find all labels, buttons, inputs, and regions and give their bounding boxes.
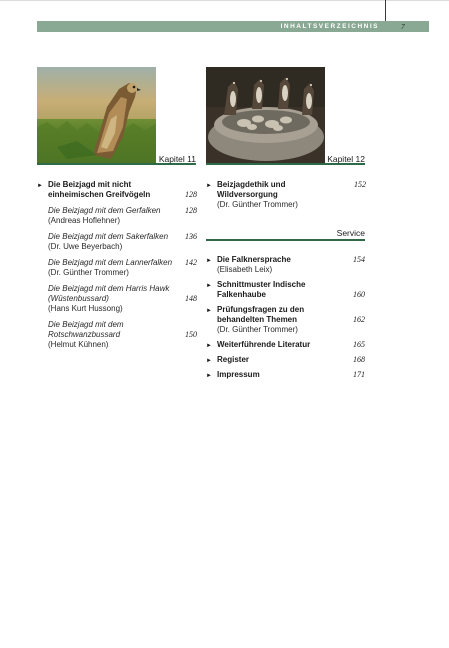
- toc-entry[interactable]: [37, 284, 197, 314]
- arrow-icon: ►: [206, 283, 212, 289]
- toc-entry-page: 152: [354, 180, 366, 189]
- toc-entry[interactable]: [206, 305, 365, 335]
- toc-entry[interactable]: [206, 255, 365, 275]
- chapter-12-label: Kapitel 12: [327, 154, 365, 164]
- toc-entry-page: 154: [353, 255, 365, 264]
- page-number: 7: [401, 22, 405, 31]
- top-rule: [0, 0, 449, 1]
- toc-entry[interactable]: [37, 258, 197, 278]
- toc-entry-page: 128: [185, 190, 197, 199]
- toc-entry-page: 150: [185, 330, 197, 339]
- toc-entry-title: Weiterführende Literatur: [217, 340, 311, 349]
- toc-entry-author: (Dr. Günther Trommer): [217, 200, 298, 209]
- toc-entry-title: Die Beizjagd mit dem Lannerfalken: [48, 258, 173, 267]
- toc-entry-title: Schnittmuster Indische Falkenhaube: [217, 280, 306, 299]
- toc-entry-author: (Hans Kurt Hussong): [48, 304, 123, 313]
- toc-entry[interactable]: [206, 180, 366, 210]
- toc-entry-author: (Dr. Günther Trommer): [48, 268, 129, 277]
- toc-entry-author: (Dr. Günther Trommer): [217, 325, 298, 334]
- toc-entry-author: (Andreas Hoflehner): [48, 216, 121, 225]
- arrow-icon: ►: [37, 183, 43, 189]
- arrow-icon: ►: [206, 258, 212, 264]
- toc-entry-title: Prüfungsfragen zu den behandelten Themen: [217, 305, 305, 324]
- toc-entry-title: Beizjagdethik und Wildversorgung: [217, 180, 286, 199]
- toc-entry-page: 128: [185, 206, 197, 215]
- toc-entry-page: 171: [353, 370, 365, 379]
- service-rule: [206, 239, 365, 241]
- toc-entry-author: (Elisabeth Leix): [217, 265, 273, 274]
- toc-entry-page: 148: [185, 294, 197, 303]
- toc-entry-author: (Helmut Kühnen): [48, 340, 109, 349]
- toc-entry-author: (Dr. Uwe Beyerbach): [48, 242, 123, 251]
- falcon-photo: [37, 67, 156, 164]
- toc-entry-page: 162: [353, 315, 365, 324]
- header-divider: [385, 0, 386, 22]
- toc-entry-page: 160: [353, 290, 365, 299]
- toc-entry[interactable]: [206, 370, 365, 380]
- toc-entry-title: Die Beizjagd mit dem Sakerfalken: [48, 232, 169, 241]
- chapter-12-toc: [206, 180, 366, 216]
- toc-entry-title: Die Beizjagd mit dem Gerfalken: [48, 206, 161, 215]
- service-label: Service: [336, 228, 365, 238]
- chapter-11-label: Kapitel 11: [158, 154, 196, 164]
- chapter-11-toc: [37, 180, 197, 356]
- toc-entry[interactable]: [206, 280, 365, 300]
- page-title: INHALTSVERZEICHNIS: [280, 23, 379, 30]
- toc-entry[interactable]: [37, 320, 197, 350]
- arrow-icon: ►: [206, 308, 212, 314]
- arrow-icon: ►: [206, 373, 212, 379]
- toc-entry[interactable]: [37, 232, 197, 252]
- toc-entry-title: Die Beizjagd mit dem Harris Hawk (Wüstenbussard): [48, 284, 170, 303]
- toc-entry-title: Die Beizjagd mit dem Rotschwanzbussard: [48, 320, 124, 339]
- toc-entry[interactable]: [206, 355, 365, 365]
- falcons-photo: [206, 67, 325, 164]
- arrow-icon: ►: [206, 183, 212, 189]
- toc-entry[interactable]: [37, 206, 197, 226]
- arrow-icon: ►: [206, 343, 212, 349]
- toc-entry-page: 165: [353, 340, 365, 349]
- toc-entry[interactable]: [37, 180, 197, 200]
- toc-entry-title: Die Falknersprache: [217, 255, 291, 264]
- toc-entry-page: 168: [353, 355, 365, 364]
- toc-entry-page: 142: [185, 258, 197, 267]
- toc-entry-title: Die Beizjagd mit nicht einheimischen Greifvögeln: [48, 180, 151, 199]
- toc-entry-title: Impressum: [217, 370, 260, 379]
- toc-entry-page: 136: [185, 232, 197, 241]
- toc-entry[interactable]: [206, 340, 365, 350]
- service-toc: [206, 255, 365, 385]
- toc-entry-title: Register: [217, 355, 250, 364]
- arrow-icon: ►: [206, 358, 212, 364]
